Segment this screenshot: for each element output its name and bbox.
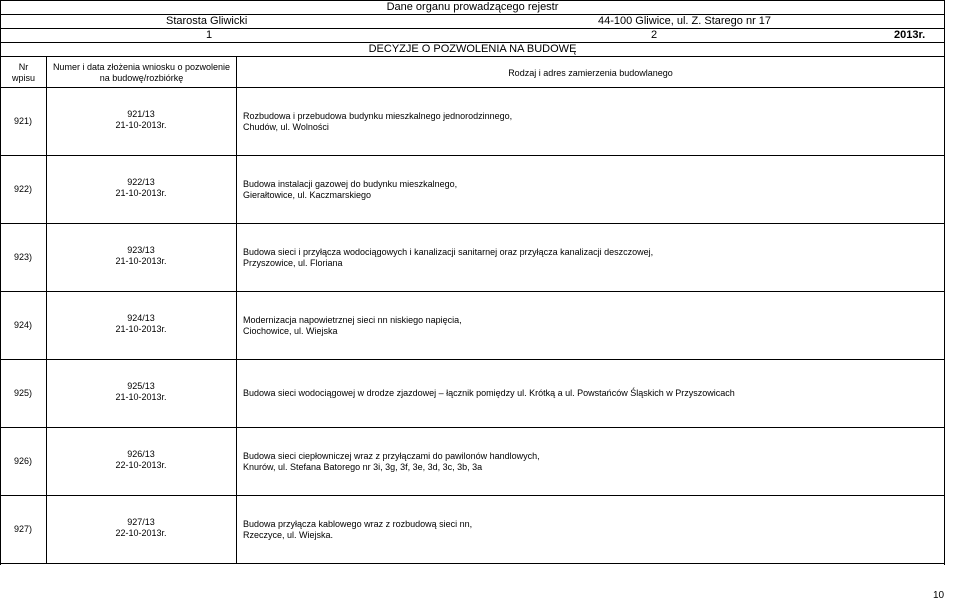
col1-label [1,62,46,84]
col2-label [47,62,236,84]
application-number: 921/13 [127,109,155,119]
entry-number: 923) [14,252,33,262]
application-date: 21-10-2013r. [115,188,167,198]
application-date: 21-10-2013r. [115,120,167,130]
column-divider [236,495,237,563]
table-right-border [944,0,945,565]
application-number: 924/13 [127,313,155,323]
column-divider [236,359,237,427]
application-date: 22-10-2013r. [115,528,167,538]
project-description: Budowa przyłącza kablowego wraz z rozbudową sieci nn, [243,519,473,529]
project-description: Rozbudowa i przebudowa budynku mieszkalnego jednorodzinnego, [243,111,513,121]
application-number: 926/13 [127,449,155,459]
row-divider [0,427,945,428]
project-address: Ciochowice, ul. Wiejska [243,326,338,336]
header-divider [0,14,945,15]
entry-number: 927) [14,524,33,534]
column-divider [46,223,47,291]
project-description: Budowa instalacji gazowej do budynku mieszkalnego, [243,179,458,189]
application-number: 927/13 [127,517,155,527]
application-number: 922/13 [127,177,155,187]
application-date: 21-10-2013r. [115,324,167,334]
column-divider [46,359,47,427]
column-divider [236,223,237,291]
application-date: 22-10-2013r. [115,460,167,470]
application-number: 925/13 [127,381,155,391]
project-address: Chudów, ul. Wolności [243,122,329,132]
col2-label-line2: na budowę/rozbiórkę [99,73,184,83]
column-divider [46,87,47,155]
row-divider [0,291,945,292]
header-bottom-border [0,87,945,88]
entry-number: 926) [14,456,33,466]
row-divider [0,155,945,156]
header-divider [0,56,945,57]
entry-number: 921) [14,116,33,126]
project-description: Modernizacja napowietrznej sieci nn niskiego napięcia, [243,315,462,325]
register-title: DECYZJE O POZWOLENIA NA BUDOWĘ [368,43,577,55]
column-divider [236,427,237,495]
col3-label: Rodzaj i adres zamierzenia budowlanego [508,68,673,78]
column-divider [46,427,47,495]
col1-label-line2: wpisu [11,73,35,83]
register-year: 2013r. [894,29,926,41]
row-divider [0,223,945,224]
entry-number: 924) [14,320,33,330]
application-number: 923/13 [127,245,155,255]
register-owner-title: Dane organu prowadzącego rejestr [386,1,559,13]
authority-address: 44-100 Gliwice, ul. Z. Starego nr 17 [598,15,772,27]
column-divider [46,291,47,359]
project-description: Budowa sieci wodociągowej w drodze zjazdowej – łącznik pomiędzy ul. Krótką a ul. Powstańców Śląskich w Przyszowicach [243,388,735,398]
row-divider [0,359,945,360]
entry-number: 922) [14,184,33,194]
project-address: Przyszowice, ul. Floriana [243,258,343,268]
col2-label-line1: Numer i data złożenia wniosku o pozwolenie [52,62,231,72]
page-number: 10 [933,590,945,601]
row-divider [0,495,945,496]
column-divider [236,291,237,359]
project-address: Gierałtowice, ul. Kaczmarskiego [243,190,372,200]
authority-name: Starosta Gliwicki [166,15,248,27]
column-divider [46,155,47,223]
col1-label-line1: Nr [18,62,29,72]
project-description: Budowa sieci i przyłącza wodociągowych i kanalizacji sanitarnej oraz przyłącza kanalizacji deszczowej, [243,247,654,257]
project-address: Rzeczyce, ul. Wiejska. [243,530,334,540]
project-description: Budowa sieci ciepłowniczej wraz z przyłączami do pawilonów handlowych, [243,451,540,461]
table-left-border [0,0,1,565]
column-divider [236,155,237,223]
application-date: 21-10-2013r. [115,392,167,402]
application-date: 21-10-2013r. [115,256,167,266]
project-address: Knurów, ul. Stefana Batorego nr 3i, 3g, 3f, 3e, 3d, 3c, 3b, 3a [243,462,483,472]
entry-number: 925) [14,388,33,398]
row-divider [0,563,945,564]
column-number-2: 2 [651,29,658,41]
column-divider [236,87,237,155]
column-number-1: 1 [206,29,213,41]
column-divider [46,495,47,563]
header-divider [0,28,945,29]
